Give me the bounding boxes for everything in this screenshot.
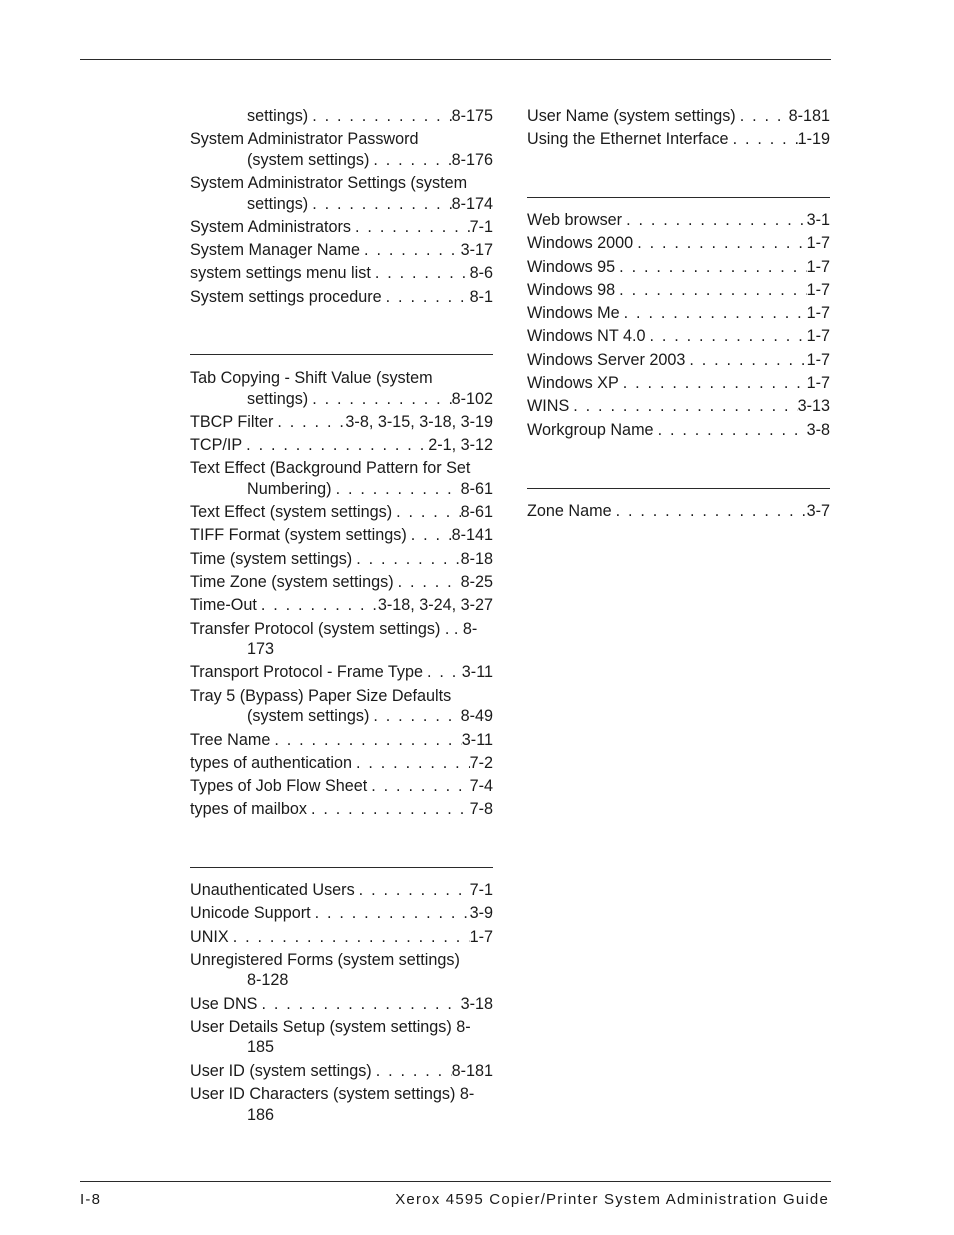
section-divider-w (527, 197, 830, 198)
index-page-ref: 3-18, 3-24, 3-27 (377, 596, 493, 615)
index-term: System Administrator Password (190, 130, 419, 149)
index-entry-line (190, 903, 493, 924)
index-entry-line (190, 662, 493, 683)
index-page-ref: 1-7 (806, 350, 830, 369)
index-term: System Administrators (190, 217, 352, 236)
dot-leader (645, 326, 806, 347)
dot-leader (615, 257, 806, 278)
index-term: Unicode Support (190, 904, 311, 923)
index-entry (527, 129, 830, 150)
dot-leader (736, 106, 789, 127)
dot-leader (355, 880, 470, 901)
dot-leader (423, 662, 462, 683)
index-term: Windows NT 4.0 (527, 327, 646, 346)
dot-leader (569, 396, 797, 417)
index-page-ref: 8-1 (469, 287, 493, 306)
index-entry-continuation (190, 106, 493, 127)
index-term: Time Zone (system settings) (190, 573, 394, 592)
index-entry (527, 373, 830, 394)
index-term: System Administrator Settings (system (190, 174, 468, 193)
index-term: types of authentication (190, 753, 352, 772)
index-entry-line (190, 994, 493, 1015)
index-entry-line (190, 368, 493, 389)
dot-leader (372, 1061, 452, 1082)
index-entry-line (190, 880, 493, 901)
index-page-ref: 8-25 (460, 573, 493, 592)
index-term: Unregistered Forms (system settings) (190, 950, 460, 969)
index-group-w (527, 210, 830, 443)
index-entry (190, 595, 493, 616)
dot-leader (273, 412, 345, 433)
index-term: Zone Name (527, 502, 612, 520)
index-entry (190, 1084, 493, 1125)
index-page-ref: 7-4 (469, 777, 493, 796)
index-entry (190, 619, 493, 660)
index-entry (190, 412, 493, 433)
index-entry (190, 753, 493, 774)
index-entry-continuation (190, 194, 493, 215)
index-group-s (190, 106, 493, 310)
index-page-ref: 1-7 (806, 374, 830, 393)
index-entry-line (527, 350, 830, 371)
index-entry (190, 502, 493, 523)
index-entry-line (190, 799, 493, 820)
index-entry-line (527, 280, 830, 301)
index-term: types of mailbox (190, 800, 307, 819)
index-entry (190, 549, 493, 570)
index-term-continued: settings) (247, 107, 309, 125)
index-page-ref: 1-7 (806, 257, 830, 276)
dot-leader (392, 502, 460, 523)
index-entry (527, 257, 830, 278)
index-entry-line (190, 217, 493, 238)
index-entry (190, 903, 493, 924)
index-entry-line (190, 572, 493, 593)
index-entry-line (190, 753, 493, 774)
index-entry (527, 280, 830, 301)
dot-leader (308, 389, 451, 410)
index-page-ref: 3-7 (806, 502, 830, 520)
index-entry (190, 525, 493, 546)
index-term: User ID (system settings) (190, 1061, 372, 1080)
index-entry (190, 994, 493, 1015)
dot-leader (369, 706, 460, 727)
index-term: Time-Out (190, 596, 257, 615)
index-entry-line (190, 950, 493, 971)
index-page-ref: 8-175 (451, 107, 493, 125)
index-term: Tray 5 (Bypass) Paper Size Defaults (190, 686, 452, 705)
index-entry-line (190, 686, 493, 707)
index-term: Unauthenticated Users (190, 881, 355, 899)
index-entry-line (190, 776, 493, 797)
index-entry-line (190, 525, 493, 546)
index-term: Windows 2000 (527, 234, 634, 253)
index-page-ref: 8-181 (451, 1061, 493, 1080)
index-page-ref: 3-1 (806, 211, 830, 229)
index-term: TIFF Format (system settings) (190, 526, 407, 545)
index-term: System Manager Name (190, 241, 361, 260)
index-entry (527, 326, 830, 347)
index-entry (190, 572, 493, 593)
dot-leader (394, 572, 461, 593)
index-entry (190, 927, 493, 948)
section-divider-z (527, 488, 830, 489)
index-term: Text Effect (Background Pattern for Set (190, 459, 471, 478)
index-entry-line (527, 257, 830, 278)
dot-leader (351, 217, 470, 238)
index-term: Windows 98 (527, 280, 616, 299)
index-entry (190, 1061, 493, 1082)
index-entry (527, 420, 830, 441)
index-page-ref: 8-128 (247, 971, 289, 990)
index-entry-line (190, 435, 493, 456)
index-term: Use DNS (190, 994, 258, 1013)
dot-leader (619, 373, 807, 394)
dot-leader (229, 927, 470, 948)
index-term: User ID Characters (system settings) 8- (190, 1085, 475, 1104)
index-page-ref: 8-61 (460, 503, 493, 522)
index-page-ref: 3-11 (461, 730, 493, 749)
index-term: TBCP Filter (190, 412, 274, 431)
index-page-ref: 3-18 (460, 994, 493, 1013)
index-entry (190, 776, 493, 797)
dot-leader (257, 595, 378, 616)
index-term: Using the Ethernet Interface (527, 130, 729, 149)
index-term: TCP/IP (190, 436, 243, 455)
index-page-ref: 1-7 (806, 327, 830, 346)
dot-leader (371, 263, 470, 284)
index-entry-line (527, 106, 830, 127)
index-entry (190, 950, 493, 991)
index-term: Tree Name (190, 730, 271, 749)
index-entry (190, 129, 493, 170)
index-entry-continuation (190, 479, 493, 500)
index-entry (190, 217, 493, 238)
index-page-ref: 8-18 (460, 549, 493, 568)
index-entry-continuation (190, 389, 493, 410)
index-entry-line (190, 412, 493, 433)
index-term-continued: settings) (247, 389, 309, 408)
dot-leader (352, 549, 460, 570)
index-page-ref: 1-7 (806, 304, 830, 323)
dot-leader (270, 730, 461, 751)
index-page-ref: 3-13 (797, 397, 830, 416)
index-entry-line (527, 303, 830, 324)
index-entry-line (190, 619, 493, 640)
index-entry-line (527, 210, 830, 231)
index-entry (527, 303, 830, 324)
index-term: Windows XP (527, 374, 619, 393)
index-entry-line (190, 173, 493, 194)
dot-leader (612, 501, 807, 522)
index-group-u-continued (527, 106, 830, 153)
dot-leader (360, 240, 461, 261)
index-entry-line (190, 927, 493, 948)
index-page-ref: 3-8, 3-15, 3-18, 3-19 (345, 412, 493, 431)
index-page-ref: 3-9 (469, 904, 493, 923)
index-page-ref: 1-7 (806, 234, 830, 253)
index-page-ref: 1-19 (797, 130, 830, 149)
index-term: Tab Copying - Shift Value (system (190, 369, 433, 387)
index-entry-line (190, 287, 493, 308)
index-term: UNIX (190, 927, 229, 946)
dot-leader (615, 280, 806, 301)
dot-leader (654, 420, 807, 441)
index-entry (527, 210, 830, 231)
index-entry-line (190, 595, 493, 616)
index-entry (190, 1017, 493, 1058)
index-term: Transfer Protocol (system settings) . . 8- (190, 619, 478, 638)
index-page-ref: 8-102 (451, 389, 493, 408)
dot-leader (257, 994, 460, 1015)
index-entry-line (527, 129, 830, 150)
index-term: Workgroup Name (527, 420, 654, 439)
index-entry-line (190, 502, 493, 523)
index-term: User Name (system settings) (527, 107, 736, 125)
index-entry-line (190, 1017, 493, 1038)
index-entry-line (190, 129, 493, 150)
index-entry (190, 435, 493, 456)
index-entry (527, 350, 830, 371)
index-entry-line (190, 1061, 493, 1082)
index-page-ref: 8-176 (451, 150, 493, 169)
index-page-ref: 8-61 (460, 479, 493, 498)
index-entry (190, 287, 493, 308)
index-entry-line (527, 373, 830, 394)
dot-leader (729, 129, 798, 150)
index-page-ref: 8-181 (788, 107, 830, 125)
index-entry-continuation (190, 1037, 493, 1058)
index-page-ref: 7-1 (469, 217, 493, 236)
dot-leader (622, 210, 807, 231)
index-entry (190, 799, 493, 820)
index-entry-line (527, 501, 830, 522)
index-term: Windows Server 2003 (527, 350, 686, 369)
index-page-ref: 7-2 (469, 753, 493, 772)
index-page-ref: 1-7 (806, 280, 830, 299)
index-term-continued: (system settings) (247, 150, 370, 169)
index-entry-line (190, 730, 493, 751)
dot-leader (633, 233, 806, 254)
index-term: User Details Setup (system settings) 8- (190, 1017, 471, 1036)
footer-guide-title: Xerox 4595 Copier/Printer System Administration Guide (395, 1191, 829, 1208)
index-page-ref: 7-8 (469, 800, 493, 819)
index-term-continued: settings) (247, 194, 309, 213)
index-page-ref: 3-8 (806, 420, 830, 439)
section-divider-t (190, 354, 493, 355)
index-entry (190, 730, 493, 751)
index-page-ref: 8-49 (460, 707, 493, 726)
index-term: Time (system settings) (190, 549, 353, 568)
index-page-ref: 3-17 (460, 241, 493, 260)
index-entry-continuation (190, 150, 493, 171)
index-entry-line (527, 326, 830, 347)
index-term: Windows 95 (527, 257, 616, 276)
index-term: WINS (527, 397, 570, 416)
index-entry-line (190, 1084, 493, 1105)
index-entry-continuation (190, 1105, 493, 1126)
dot-leader (367, 776, 469, 797)
index-term: Text Effect (system settings) (190, 503, 393, 522)
section-divider-u (190, 867, 493, 868)
index-term: Windows Me (527, 304, 620, 323)
dot-leader (685, 350, 806, 371)
index-page-ref: 7-1 (469, 881, 493, 899)
index-entry (190, 662, 493, 683)
index-entry-line (527, 420, 830, 441)
index-page-ref: 3-11 (461, 663, 493, 682)
index-left-column (190, 0, 493, 1150)
index-entry (527, 396, 830, 417)
dot-leader (311, 903, 470, 924)
index-term: Types of Job Flow Sheet (190, 777, 368, 796)
index-group-z (527, 501, 830, 524)
index-entry (190, 263, 493, 284)
index-entry (190, 686, 493, 727)
index-entry-continuation (190, 970, 493, 991)
index-page-ref: 2-1, 3-12 (428, 436, 493, 455)
index-page-ref: 173 (247, 640, 275, 659)
index-entry-line (190, 240, 493, 261)
index-term-continued: (system settings) (247, 707, 370, 726)
index-entry-line (527, 233, 830, 254)
index-entry (190, 106, 493, 127)
index-entry (190, 173, 493, 214)
index-entry-line (190, 263, 493, 284)
index-page-ref: 8-141 (451, 526, 493, 545)
index-group-t (190, 368, 493, 823)
index-entry (190, 880, 493, 901)
index-entry-line (190, 458, 493, 479)
dot-leader (382, 287, 470, 308)
index-right-column (527, 0, 830, 600)
index-term: system settings menu list (190, 264, 371, 283)
dot-leader (308, 106, 451, 127)
index-term-continued: Numbering) (247, 479, 332, 498)
index-page-ref: 185 (247, 1038, 275, 1057)
dot-leader (352, 753, 470, 774)
footer-page-number: I-8 (80, 1191, 102, 1208)
index-entry-line (190, 549, 493, 570)
index-group-u (190, 880, 493, 1128)
dot-leader (620, 303, 807, 324)
dot-leader (332, 479, 461, 500)
dot-leader (407, 525, 452, 546)
index-entry-line (527, 396, 830, 417)
index-page-ref: 1-7 (469, 927, 493, 946)
index-page-ref: 8-6 (469, 264, 493, 283)
index-page-ref: 8-174 (451, 194, 493, 213)
dot-leader (369, 150, 451, 171)
index-entry (527, 106, 830, 127)
index-entry-continuation (190, 639, 493, 660)
dot-leader (307, 799, 470, 820)
index-entry (527, 233, 830, 254)
index-term: Transport Protocol - Frame Type (190, 663, 424, 682)
index-term: Web browser (527, 211, 623, 229)
footer-rule (80, 1181, 831, 1182)
index-entry (190, 240, 493, 261)
index-entry (190, 458, 493, 499)
dot-leader (308, 194, 451, 215)
index-entry (527, 501, 830, 522)
index-page-ref: 186 (247, 1105, 275, 1124)
index-entry-continuation (190, 706, 493, 727)
index-term: System settings procedure (190, 287, 382, 306)
dot-leader (242, 435, 428, 456)
index-entry (190, 368, 493, 409)
